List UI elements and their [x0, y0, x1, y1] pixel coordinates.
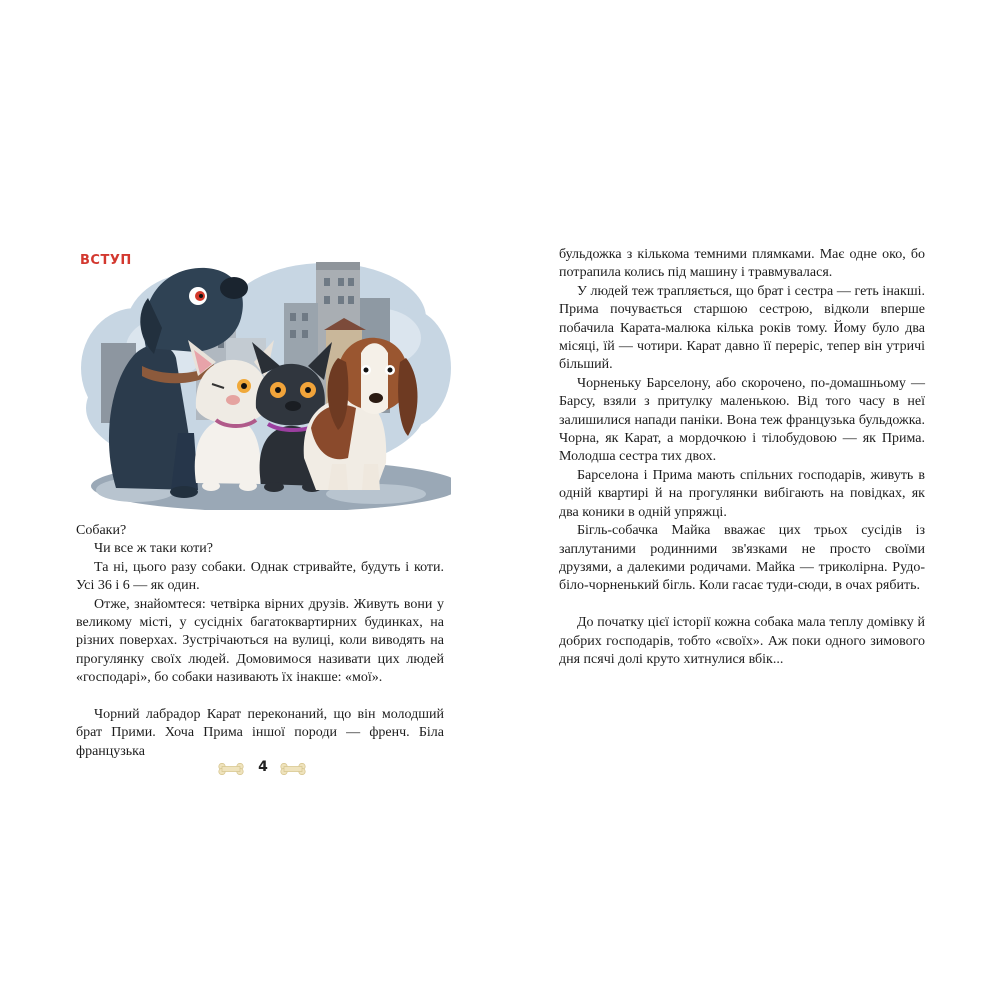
- paragraph: Чи все ж таки коти?: [94, 541, 213, 557]
- page-number: 4: [258, 759, 268, 775]
- paragraph: Собаки?: [76, 523, 127, 538]
- paragraph: Чорненьку Барселону, або скорочено, по-домашньому — Барсу, взяли з притулку маленькою. Від того часу в неї залишилися напади паніки. Вона теж французька бульдожка. Чорна, як Карат, а мордочкою і тілобудовою — як Прима. Молодша сестра тих двох.: [559, 375, 925, 465]
- left-body-text: [76, 522, 444, 761]
- right-body-text: [559, 246, 925, 669]
- paragraph: Бігль-собачка Майка вважає цих трьох сусідів із заплутаними родинними зв'язками не просто своїми друзями, а далекими родичами. Майка — триколірна. Рудо-біло-чорненький бігль. Коли гасає туди-сюди, в очах рябить.: [559, 523, 925, 594]
- page-folio: [218, 758, 308, 780]
- bone-icon: [280, 763, 306, 775]
- paragraph: бульдожка з кількома темними плямками. Має одне око, бо потрапила колись під машину і травмувалася.: [559, 247, 925, 281]
- bone-icon: [218, 763, 244, 775]
- paragraph: До початку цієї історії кожна собака мала теплу домівку й добрих господарів, тобто «своїх». Аж поки одного зимового дня псячі долі круто хитнулися вбік...: [559, 615, 925, 667]
- paragraph: Та ні, цього разу собаки. Однак стривайте, будуть і коти. Усі 36 і 6 — як один.: [76, 559, 444, 594]
- chapter-heading: ВСТУП: [80, 253, 132, 268]
- paragraph: Чорний лабрадор Карат переконаний, що він молодший брат Прими. Хоча Прима іншої породи — френч. Біла французька: [76, 707, 444, 759]
- dogs-and-cat-illustration: [76, 258, 451, 510]
- paragraph: Отже, знайомтеся: четвірка вірних друзів. Живуть вони у великому місті, у сусідніх багатоквартирних будинках, на різних поверхах. Зустрічаються на вулиці, коли виводять на прогулянку своїх людей. Домовимося називати цих людей «господарі», бо собаки називають їх інакше: «мої».: [76, 596, 444, 686]
- paragraph: У людей теж трапляється, що брат і сестра — геть інакші. Прима почувається старшою сестрою, відколи вперше побачила Карата-малюка кілька років тому. Йому було два місяці, їй — чотири. Карат давно її переріс, тепер він утричі більший.: [559, 283, 925, 373]
- paragraph: Барселона і Прима мають спільних господарів, живуть в одній квартирі й на прогулянки вибігають на повідках, як два коники в одній упряжці.: [559, 467, 925, 520]
- right-page: [500, 0, 1000, 1000]
